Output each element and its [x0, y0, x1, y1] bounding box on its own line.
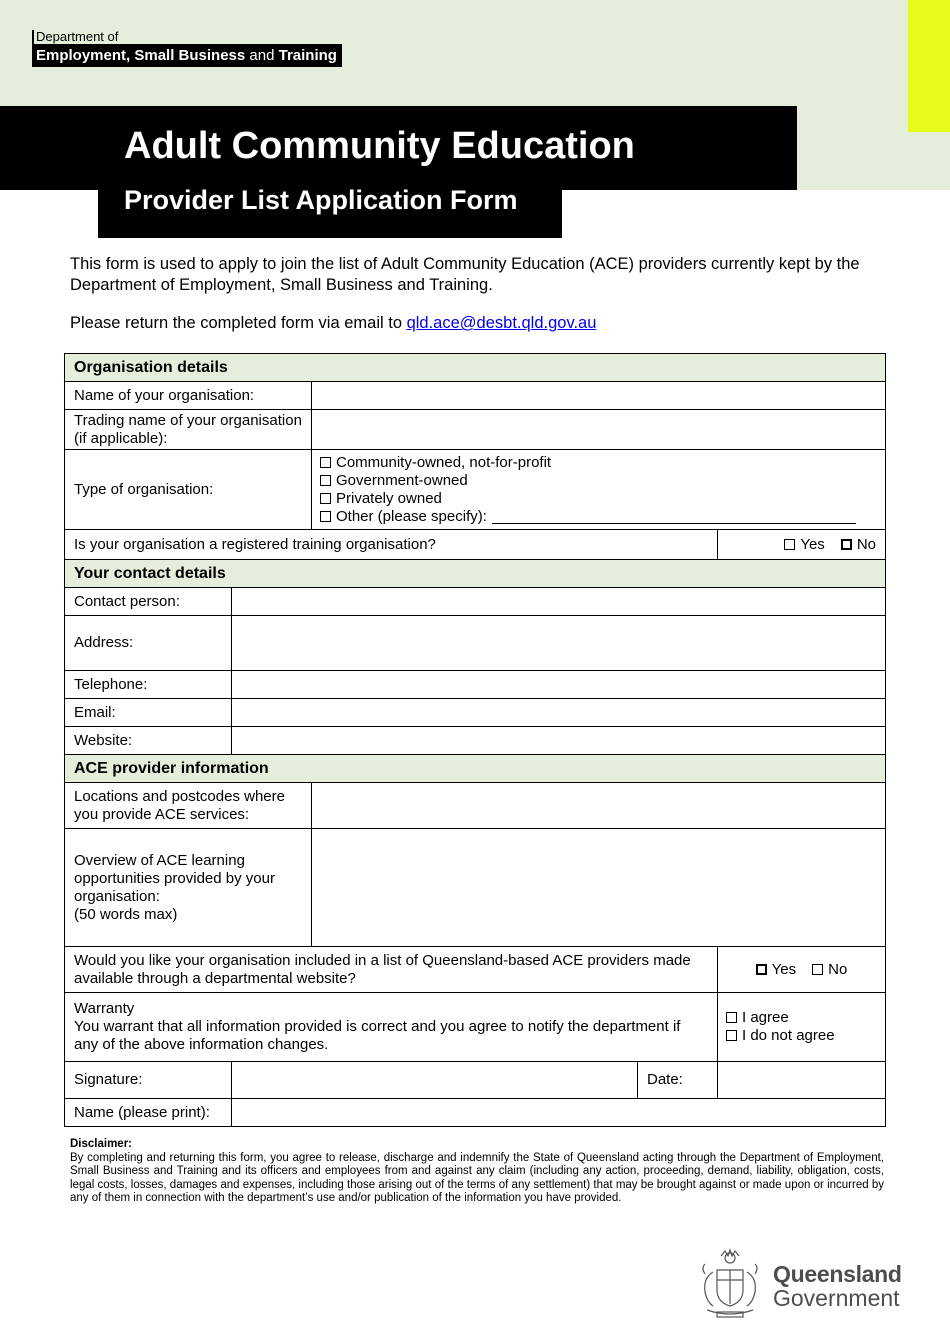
org-type-options	[312, 450, 886, 530]
row-locations	[65, 783, 886, 829]
row-email	[65, 699, 886, 727]
dept-logo-line2: Employment, Small Business and Training	[32, 44, 342, 67]
option-other[interactable]: Other (please specify):	[320, 508, 876, 526]
listing-yes-option[interactable]: Yes	[756, 961, 796, 978]
wordmark-line2: Government	[773, 1285, 900, 1311]
email-link[interactable]: qld.ace@desbt.qld.gov.au	[406, 314, 597, 332]
warranty-body: You warrant that all information provided is correct and you agree to notify the department if any of the above information changes.	[74, 1018, 681, 1053]
listing-yes-no	[718, 947, 886, 993]
row-rto	[65, 530, 886, 560]
intro-text	[70, 254, 900, 351]
warranty-title: Warranty	[74, 1000, 135, 1017]
warranty-text	[65, 993, 718, 1062]
queensland-government-logo	[693, 1248, 908, 1320]
application-form-table	[64, 353, 886, 1127]
row-listing	[65, 947, 886, 993]
trading-name-field[interactable]	[312, 410, 886, 450]
row-trading-name	[65, 410, 886, 450]
other-specify-field[interactable]	[492, 509, 856, 524]
warranty-options	[718, 993, 886, 1062]
telephone-label: Telephone:	[65, 671, 232, 699]
rto-yes-option[interactable]: Yes	[784, 536, 824, 553]
signature-field[interactable]	[232, 1062, 638, 1099]
date-label: Date:	[638, 1062, 718, 1099]
queensland-wordmark	[773, 1262, 902, 1310]
listing-no-option[interactable]: No	[812, 961, 847, 978]
address-field[interactable]	[232, 616, 886, 671]
checkbox-icon[interactable]	[320, 475, 331, 486]
checkbox-icon[interactable]	[320, 493, 331, 504]
website-field[interactable]	[232, 727, 886, 755]
row-contact-person	[65, 588, 886, 616]
checkbox-icon[interactable]	[726, 1012, 737, 1023]
overview-label: Overview of ACE learning opportunities provided by your organisation: (50 words max)	[65, 829, 312, 947]
date-field[interactable]	[718, 1062, 886, 1099]
section-organisation	[65, 354, 886, 382]
rto-question: Is your organisation a registered training organisation?	[65, 530, 718, 560]
option-community-owned[interactable]: Community-owned, not-for-profit	[320, 454, 876, 472]
locations-label: Locations and postcodes where you provide ACE services:	[65, 783, 312, 829]
disagree-option[interactable]: I do not agree	[726, 1027, 876, 1045]
checkbox-icon[interactable]	[320, 511, 331, 522]
locations-field[interactable]	[312, 783, 886, 829]
row-org-type	[65, 450, 886, 530]
website-label: Website:	[65, 727, 232, 755]
page-title: Adult Community Education	[124, 125, 635, 167]
disclaimer-text: By completing and returning this form, you agree to release, discharge and indemnify the State of Queensland acting through the Department of Employment, Small Business and Training and its officers and employees from and against any claim (including any action, proceeding, demand, liability, obligation, costs, legal costs, losses, damages and expenses, including those arising out of the terms of any settlement) that may be brought against or made upon or incurred by any of them in connection with the department’s use and/or publication of the information you have provided.	[70, 1151, 884, 1204]
org-name-field[interactable]	[312, 382, 886, 410]
trading-name-label: Trading name of your organisation (if applicable):	[65, 410, 312, 450]
contact-person-field[interactable]	[232, 588, 886, 616]
name-print-field[interactable]	[232, 1099, 886, 1127]
checkbox-icon[interactable]	[756, 964, 767, 975]
department-logo	[32, 30, 342, 67]
email-field[interactable]	[232, 699, 886, 727]
listing-question: Would you like your organisation included in a list of Queensland-based ACE providers made available through a departmental website?	[65, 947, 718, 993]
option-government-owned[interactable]: Government-owned	[320, 472, 876, 490]
telephone-field[interactable]	[232, 671, 886, 699]
contact-person-label: Contact person:	[65, 588, 232, 616]
row-telephone	[65, 671, 886, 699]
page-subtitle: Provider List Application Form	[124, 185, 518, 215]
section-title-organisation: Organisation details	[65, 354, 886, 382]
row-address	[65, 616, 886, 671]
intro-paragraph: This form is used to apply to join the list of Adult Community Education (ACE) providers currently kept by the Department of Employment, Small Business and Training.	[70, 255, 860, 294]
option-privately-owned[interactable]: Privately owned	[320, 490, 876, 508]
signature-label: Signature:	[65, 1062, 232, 1099]
row-name-print	[65, 1099, 886, 1127]
agree-option[interactable]: I agree	[726, 1009, 876, 1027]
accent-bar	[908, 0, 950, 132]
disclaimer	[70, 1138, 884, 1206]
org-name-label: Name of your organisation:	[65, 382, 312, 410]
row-warranty	[65, 993, 886, 1062]
wordmark-line1: Queensland	[773, 1261, 902, 1287]
row-org-name	[65, 382, 886, 410]
rto-no-option[interactable]: No	[841, 536, 876, 553]
checkbox-icon[interactable]	[726, 1030, 737, 1041]
return-instructions: Please return the completed form via email to qld.ace@desbt.qld.gov.au	[70, 314, 597, 332]
dept-logo-line1: Department of	[32, 30, 342, 44]
section-ace	[65, 755, 886, 783]
row-signature	[65, 1062, 886, 1099]
address-label: Address:	[65, 616, 232, 671]
row-website	[65, 727, 886, 755]
name-print-label: Name (please print):	[65, 1099, 232, 1127]
org-type-label: Type of organisation:	[65, 450, 312, 530]
section-title-ace: ACE provider information	[65, 755, 886, 783]
checkbox-icon[interactable]	[812, 964, 823, 975]
email-label: Email:	[65, 699, 232, 727]
rto-yes-no	[718, 530, 886, 560]
checkbox-icon[interactable]	[320, 457, 331, 468]
checkbox-icon[interactable]	[841, 539, 852, 550]
section-title-contact: Your contact details	[65, 560, 886, 588]
row-overview	[65, 829, 886, 947]
coat-of-arms-icon	[693, 1248, 767, 1320]
checkbox-icon[interactable]	[784, 539, 795, 550]
disclaimer-heading: Disclaimer:	[70, 1138, 133, 1150]
overview-field[interactable]	[312, 829, 886, 947]
section-contact	[65, 560, 886, 588]
